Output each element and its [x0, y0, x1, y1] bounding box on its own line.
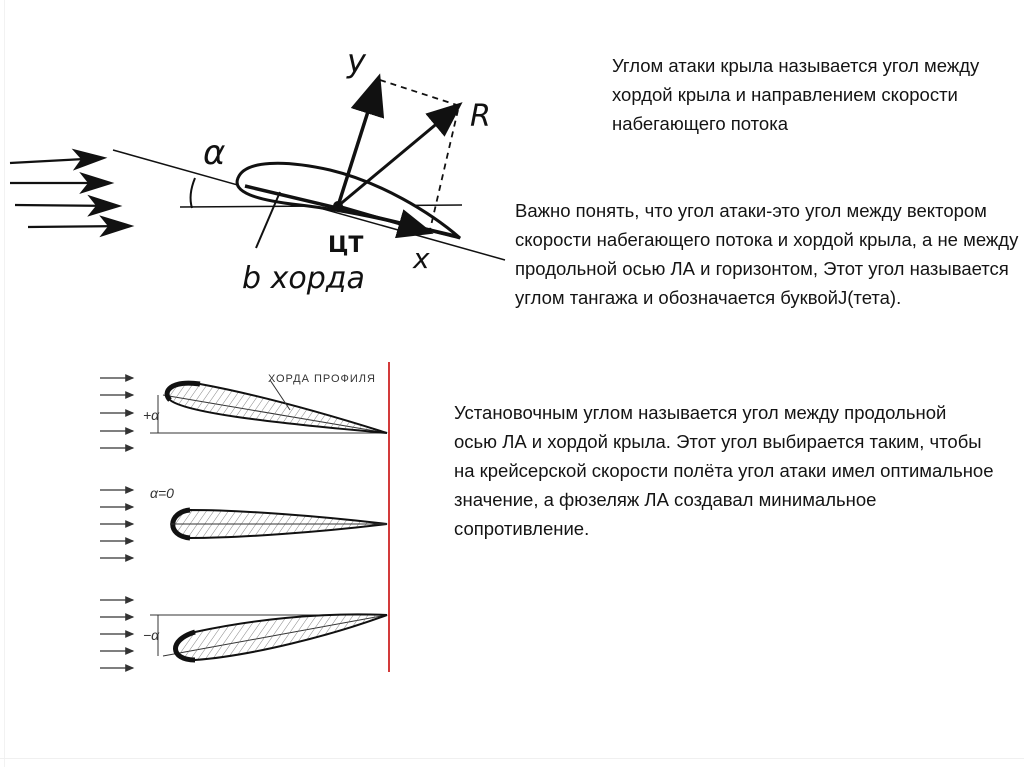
label-x: х	[413, 242, 430, 275]
alpha-arc	[191, 178, 195, 208]
flow-arrows-bottom	[100, 600, 133, 668]
flow-arrow	[10, 158, 103, 163]
flow-arrows-top	[100, 378, 133, 448]
flow-arrow	[15, 205, 118, 206]
clarification-text: Важно понять, что угол атаки-это угол между вектором скорости набегающего потока и хордой крыла, а не между продольной осью ЛА и горизонтом, Этот угол называется углом тангажа и обозначается буквойJ(тета).	[515, 200, 1019, 308]
label-alpha: α	[203, 133, 226, 173]
airfoil-profile-negative	[175, 614, 387, 660]
definition-text: Углом атаки крыла называется угол между хордой крыла и направлением скорости набегающего потока	[612, 55, 980, 134]
label-minus-alpha: −α	[143, 627, 160, 643]
label-plus-alpha: +α	[143, 407, 160, 423]
dashed-line	[430, 110, 458, 230]
label-chord-profile: ХОРДА ПРОФИЛЯ	[268, 373, 376, 385]
angle-of-attack-diagram	[0, 30, 520, 320]
label-alpha-zero: α=0	[150, 485, 174, 501]
flow-arrows-middle	[100, 490, 133, 558]
bottom-divider	[0, 758, 1024, 759]
label-chord: b хорда	[242, 261, 365, 296]
dashed-line	[380, 80, 460, 106]
label-r: R	[470, 99, 491, 134]
installation-angle-text: Установочным углом называется угол между продольной осью ЛА и хордой крыла. Этот угол выбирается таким, чтобы на крейсерской скорости полёта угол атаки имел оптимальное значение, а фюзеляж ЛА создавал минимальное сопротивление.	[454, 402, 994, 539]
label-ct: ЦТ	[328, 233, 364, 258]
flow-arrow	[28, 226, 130, 227]
label-y: у	[347, 42, 366, 80]
profile-angles-diagram	[90, 355, 400, 675]
